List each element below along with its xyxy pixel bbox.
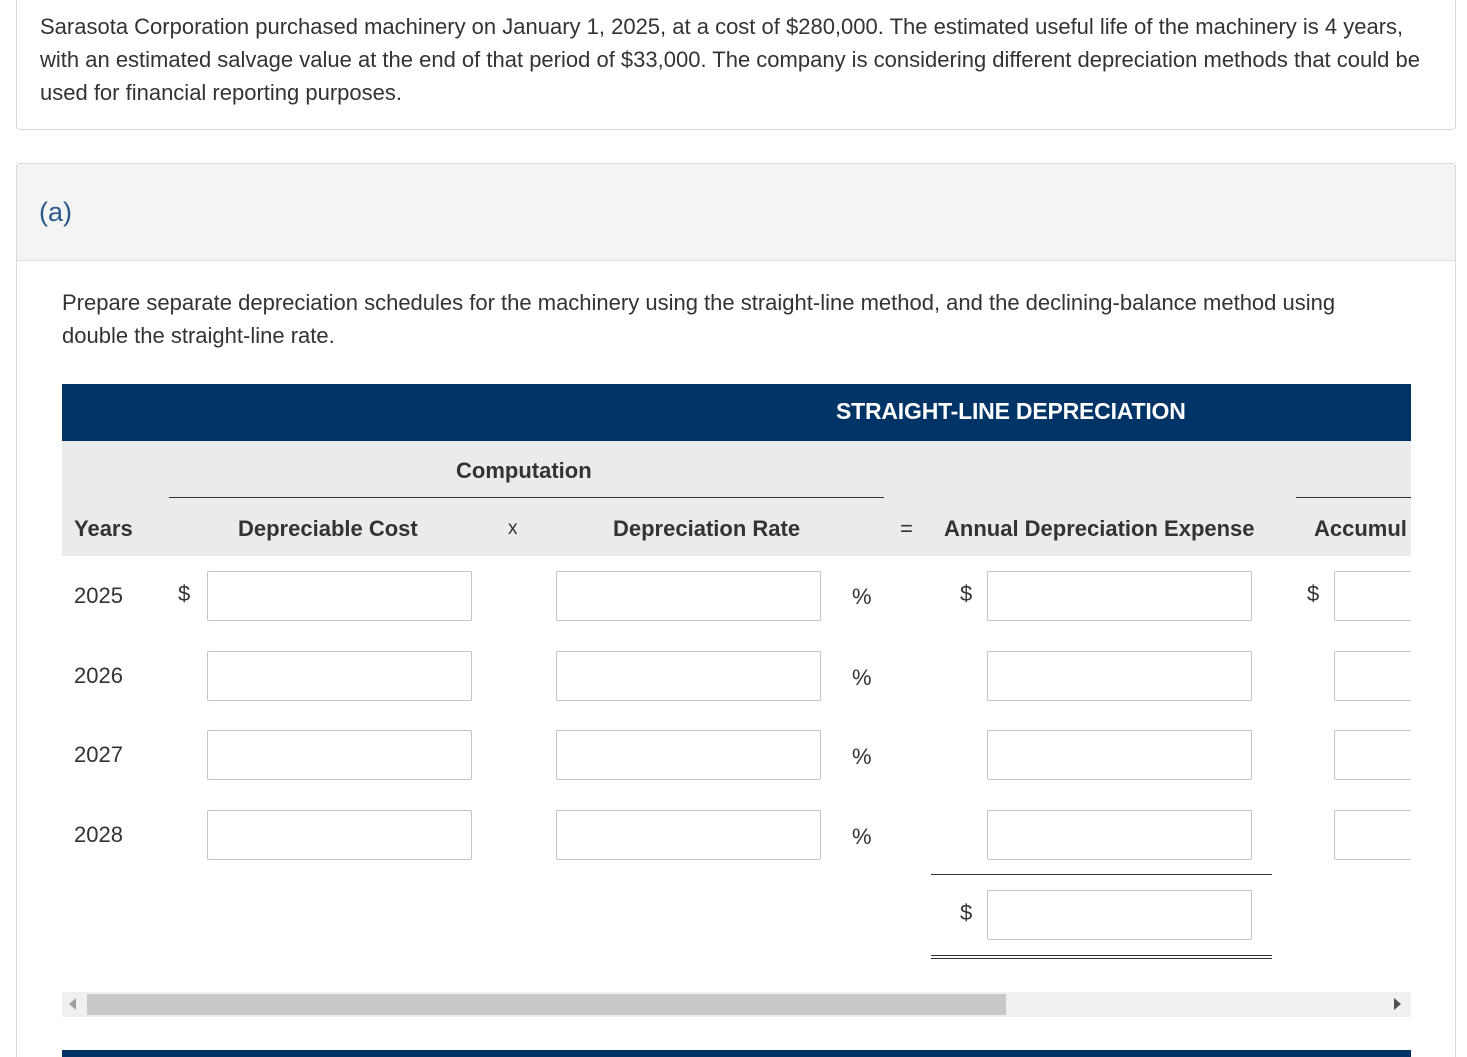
accumulated-input-2026[interactable] (1334, 651, 1411, 701)
dollar-sign: $ (960, 581, 973, 606)
equals-symbol: = (900, 516, 913, 541)
dollar-sign: $ (1307, 581, 1320, 606)
year-label: 2025 (74, 583, 123, 608)
depreciation-rate-input-2028[interactable] (556, 810, 821, 860)
problem-card (16, 0, 1456, 130)
times-symbol: x (508, 518, 518, 539)
part-instructions: Prepare separate depreciation schedules for the machinery using the straight-line method, and the declining-balance method using double the straight-line rate. (62, 290, 1336, 348)
next-table-title-bar (62, 1050, 1411, 1057)
percent-sign: % (852, 665, 872, 690)
annual-expense-input-2027[interactable] (987, 730, 1252, 780)
year-label: 2028 (74, 822, 123, 847)
depreciable-cost-header: Depreciable Cost (238, 516, 418, 541)
annual-expense-input-2025[interactable] (987, 571, 1252, 621)
accumulated-input-2025[interactable] (1334, 571, 1411, 621)
depreciation-rate-header: Depreciation Rate (613, 516, 801, 541)
total-rule (931, 874, 1272, 875)
years-header: Years (74, 516, 133, 541)
horizontal-scrollbar[interactable] (62, 992, 1411, 1017)
computation-underline (169, 497, 884, 498)
total-expense-input[interactable] (987, 890, 1252, 940)
problem-statement: Sarasota Corporation purchased machinery on January 1, 2025, at a cost of $280,000. The estimated useful life of the machinery is 4 years, with an estimated salvage value at the end of that period of $33,000. The company is considering different depreciation methods that could be used for financial reporting purposes. (40, 14, 1420, 105)
dollar-sign: $ (178, 581, 191, 606)
percent-sign: % (852, 744, 872, 769)
dollar-sign: $ (960, 900, 973, 925)
total-double-rule-top (931, 955, 1272, 956)
depreciable-cost-input-2026[interactable] (207, 651, 472, 701)
depreciation-schedule-table (62, 384, 1411, 984)
year-label: 2027 (74, 742, 123, 767)
accumulated-header: Accumul (1314, 516, 1407, 541)
table-title-bar (62, 384, 1411, 441)
computation-header: Computation (456, 458, 592, 483)
accumulated-input-2027[interactable] (1334, 730, 1411, 780)
accumulated-input-2028[interactable] (1334, 810, 1411, 860)
part-label: (a) (39, 197, 72, 227)
depreciation-rate-input-2026[interactable] (556, 651, 821, 701)
depreciation-rate-input-2025[interactable] (556, 571, 821, 621)
year-label: 2026 (74, 663, 123, 688)
annual-expense-input-2026[interactable] (987, 651, 1252, 701)
table-title: STRAIGHT-LINE DEPRECIATION (836, 398, 1186, 424)
annual-expense-header: Annual Depreciation Expense (944, 516, 1255, 541)
depreciation-rate-input-2027[interactable] (556, 730, 821, 780)
total-double-rule-bottom (931, 958, 1272, 959)
accumulated-overline (1296, 497, 1411, 498)
scroll-left-arrow-icon[interactable] (69, 998, 76, 1010)
part-header (17, 164, 1455, 261)
depreciable-cost-input-2027[interactable] (207, 730, 472, 780)
scrollbar-thumb[interactable] (87, 994, 1006, 1015)
depreciable-cost-input-2025[interactable] (207, 571, 472, 621)
depreciable-cost-input-2028[interactable] (207, 810, 472, 860)
part-a-card (16, 163, 1456, 1057)
percent-sign: % (852, 824, 872, 849)
scroll-right-arrow-icon[interactable] (1394, 998, 1401, 1010)
percent-sign: % (852, 584, 872, 609)
annual-expense-input-2028[interactable] (987, 810, 1252, 860)
